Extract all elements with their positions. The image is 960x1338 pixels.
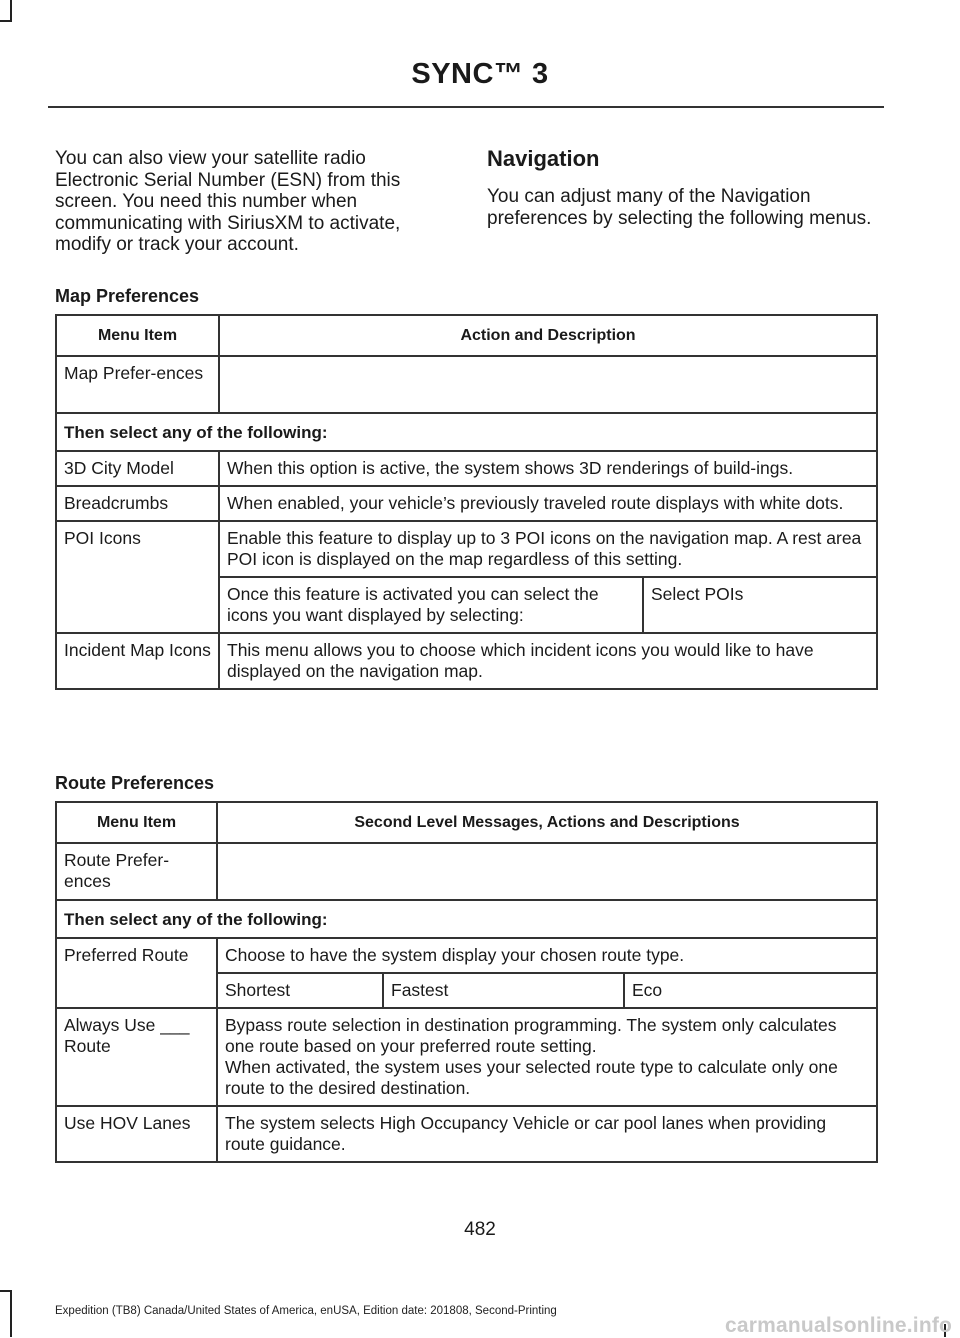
empty-cell bbox=[217, 843, 877, 900]
route-preferences-title: Route Preferences bbox=[55, 773, 215, 793]
row-item: Always Use ___ Route bbox=[56, 1008, 217, 1106]
esn-paragraph: You can also view your satellite radio Electronic Serial Number (ESN) from this screen. You need this number when communicating with SiriusXM to activate, modify or track your account. bbox=[55, 148, 401, 255]
navigation-paragraph: You can adjust many of the Navigation preferences by selecting the following menus. bbox=[487, 186, 872, 229]
crop-mark-bottom-left bbox=[10, 1290, 12, 1337]
page-header-title: SYNC™ 3 bbox=[411, 58, 549, 90]
header-divider bbox=[48, 106, 884, 108]
table-row bbox=[56, 356, 877, 413]
left-column bbox=[55, 148, 450, 256]
table-row bbox=[56, 633, 877, 689]
option-eco: Eco bbox=[624, 974, 876, 1007]
crop-mark-top-left bbox=[10, 0, 12, 22]
row-item: Use HOV Lanes bbox=[56, 1106, 217, 1162]
map-preferences-table bbox=[55, 314, 878, 690]
table-row bbox=[56, 451, 877, 486]
navigation-heading: Navigation bbox=[487, 146, 600, 171]
menu-item-header: Menu Item bbox=[56, 802, 217, 843]
table-row bbox=[56, 1008, 877, 1106]
row-desc-line2: When activated, the system uses your selected route type to calculate only one route to the desired destination. bbox=[225, 1057, 838, 1098]
table-row bbox=[56, 843, 877, 900]
row-item: Breadcrumbs bbox=[56, 486, 219, 521]
row-desc-line1: Bypass route selection in destination programming. The system only calculates one route based on your preferred route setting. bbox=[225, 1015, 837, 1056]
poi-sub-table bbox=[220, 578, 876, 632]
map-preferences-title: Map Preferences bbox=[55, 286, 200, 306]
map-preferences-item: Map Prefer-ences bbox=[56, 356, 219, 413]
table-row bbox=[56, 521, 877, 577]
footer-edition-info: Expedition (TB8) Canada/United States of America, enUSA, Edition date: 201808, Second-Printing bbox=[55, 1305, 557, 1317]
action-description-header: Action and Description bbox=[219, 315, 877, 356]
row-desc: The system selects High Occupancy Vehicle or car pool lanes when providing route guidance. bbox=[217, 1106, 877, 1162]
route-type-options bbox=[218, 974, 876, 1007]
crop-mark-bottom-left-h bbox=[0, 1290, 12, 1292]
option-shortest: Shortest bbox=[225, 980, 291, 1000]
select-note: Then select any of the following: bbox=[56, 900, 877, 938]
row-item: Incident Map Icons bbox=[56, 633, 219, 689]
table-row bbox=[56, 1106, 877, 1162]
route-preferences-table bbox=[55, 801, 878, 1163]
table-row bbox=[56, 486, 877, 521]
table-row bbox=[56, 900, 877, 938]
right-column bbox=[487, 146, 879, 229]
select-pois-option: Select POIs bbox=[643, 578, 876, 632]
row-item: 3D City Model bbox=[56, 451, 219, 486]
table-header-row bbox=[56, 315, 877, 356]
crop-mark-top-left-h bbox=[0, 20, 12, 22]
poi-sub-desc: Once this feature is activated you can select the icons you want displayed by selecting: bbox=[227, 584, 599, 625]
table-row bbox=[56, 938, 877, 973]
menu-item-header: Menu Item bbox=[56, 315, 219, 356]
row-desc: When enabled, your vehicle’s previously traveled route displays with white dots. bbox=[219, 486, 877, 521]
option-fastest: Fastest bbox=[383, 974, 624, 1007]
row-desc: When this option is active, the system shows 3D renderings of build-ings. bbox=[219, 451, 877, 486]
row-item: Preferred Route bbox=[56, 938, 217, 1008]
row-desc: This menu allows you to choose which incident icons you would like to have displayed on the navigation map. bbox=[219, 633, 877, 689]
empty-cell bbox=[219, 356, 877, 413]
route-preferences-item: Route Prefer-ences bbox=[56, 843, 217, 900]
nested-cell bbox=[217, 973, 877, 1008]
select-note: Then select any of the following: bbox=[56, 413, 877, 451]
watermark: carmanualsonline.info bbox=[725, 1314, 953, 1337]
row-desc: Choose to have the system display your chosen route type. bbox=[217, 938, 877, 973]
page-number: 482 bbox=[464, 1219, 496, 1240]
table-row bbox=[56, 413, 877, 451]
row-item: POI Icons bbox=[56, 521, 219, 633]
row-desc bbox=[217, 1008, 877, 1106]
row-desc: Enable this feature to display up to 3 POI icons on the navigation map. A rest area POI icon is displayed on the map regardless of this setting. bbox=[219, 521, 877, 577]
second-level-header: Second Level Messages, Actions and Descriptions bbox=[217, 802, 877, 843]
nested-cell bbox=[219, 577, 877, 633]
table-header-row bbox=[56, 802, 877, 843]
